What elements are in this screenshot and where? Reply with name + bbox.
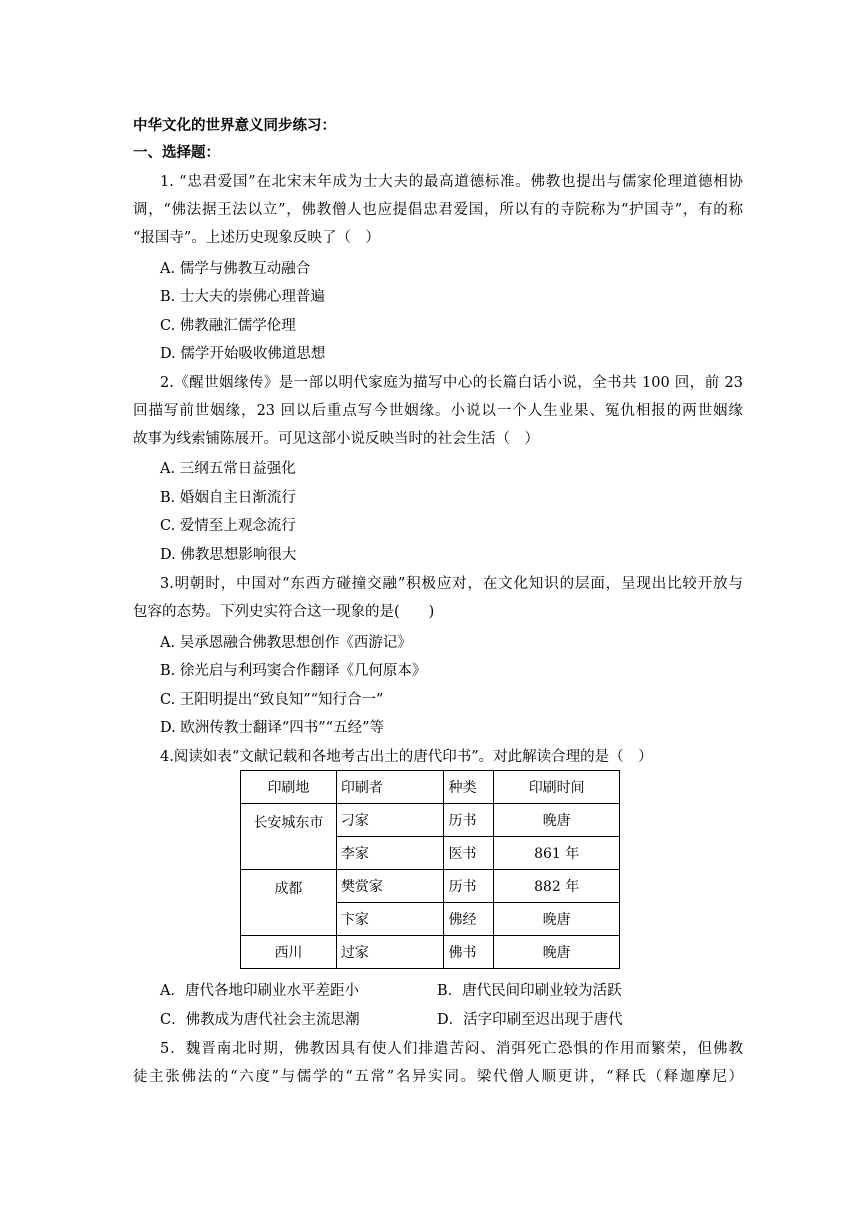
table-cell-printer: 过家: [336, 936, 444, 969]
table-cell-printer: 樊赏家: [336, 870, 444, 903]
table-cell-type: 历书: [444, 804, 494, 837]
q1-stem-line: 调，“佛法据王法以立”，佛教僧人也应提倡忠君爱国，所以有的寺院称为“护国寺”，有的称: [133, 202, 743, 218]
table-header-cell: 种类: [444, 771, 494, 804]
q3-stem-line: 包容的态势。下列史实符合这一现象的是( ): [133, 604, 435, 620]
q3-option-c[interactable]: C. 王阳明提出“致良知”“知行合一”: [160, 692, 384, 708]
q1-option-d[interactable]: D. 儒学开始吸收佛道思想: [160, 346, 326, 362]
table-row: [241, 870, 620, 903]
table-cell-time: 882 年: [494, 870, 620, 903]
section-heading: 一、选择题：: [133, 144, 220, 161]
q3-option-d[interactable]: D. 欧洲传教士翻译“四书”“五经”等: [160, 720, 384, 736]
q4-option-d[interactable]: D．活字印刷至迟出现于唐代: [437, 1012, 623, 1028]
q4-option-a[interactable]: A．唐代各地印刷业水平差距小: [160, 983, 359, 999]
table-cell-type: 历书: [444, 870, 494, 903]
document-title: 中华文化的世界意义同步练习：: [133, 117, 336, 134]
q2-option-d[interactable]: D. 佛教思想影响很大: [160, 547, 297, 563]
table-cell-printer: 卞家: [336, 903, 444, 936]
q2-option-a[interactable]: A. 三纲五常日益强化: [160, 461, 296, 477]
table-cell-time: 晚唐: [494, 903, 620, 936]
table-header-cell: 印刷时间: [494, 771, 620, 804]
q3-option-a[interactable]: A. 吴承恩融合佛教思想创作《西游记》: [160, 635, 412, 651]
q4-option-c[interactable]: C．佛教成为唐代社会主流思潮: [160, 1012, 360, 1028]
table-cell-time: 晚唐: [494, 804, 620, 837]
q5-stem-line: 徒主张佛法的“六度”与儒学的“五常”名异实同。梁代僧人顺更讲，“释氏（释迦摩尼）: [133, 1069, 743, 1085]
q2-option-b[interactable]: B. 婚姻自主日渐流行: [160, 490, 296, 506]
q2-option-c[interactable]: C. 爱情至上观念流行: [160, 518, 296, 534]
q1-option-b[interactable]: B. 士大夫的崇佛心理普遍: [160, 289, 325, 305]
q4-option-b[interactable]: B．唐代民间印刷业较为活跃: [437, 983, 622, 999]
tang-prints-table: [240, 770, 620, 969]
q3-stem-line: 3.明朝时，中国对“东西方碰撞交融”积极应对，在文化知识的层面，呈现出比较开放与: [160, 576, 743, 592]
table-cell-place: 长安城东市: [241, 804, 337, 870]
q1-option-c[interactable]: C. 佛教融汇儒学伦理: [160, 318, 296, 334]
table-row: [241, 936, 620, 969]
table-cell-type: 医书: [444, 837, 494, 870]
q1-option-a[interactable]: A. 儒学与佛教互动融合: [160, 261, 311, 277]
table-cell-place: 西川: [241, 936, 337, 969]
table-cell-printer: 李家: [336, 837, 444, 870]
q2-stem-line: 回描写前世姻缘，23 回以后重点写今世姻缘。小说以一个人生业果、冤仇相报的两世姻缘: [133, 403, 743, 419]
q4-stem-line: 4.阅读如表“文献记载和各地考古出土的唐代印书”。对此解读合理的是（ ）: [160, 749, 653, 765]
q1-stem-line: “报国寺”。上述历史现象反映了（ ）: [133, 230, 380, 246]
q3-option-b[interactable]: B. 徐光启与利玛窦合作翻译《几何原本》: [160, 663, 427, 679]
table-header-cell: 印刷者: [336, 771, 444, 804]
q1-stem-line: 1. “忠君爱国”在北宋末年成为士大夫的最高道德标准。佛教也提出与儒家伦理道德相协: [160, 174, 743, 190]
q2-stem-line: 故事为线索铺陈展开。可见这部小说反映当时的社会生活（ ）: [133, 431, 539, 447]
table-cell-time: 861 年: [494, 837, 620, 870]
table-row: [241, 804, 620, 837]
table-cell-printer: 刁家: [336, 804, 444, 837]
table-header-row: [241, 771, 620, 804]
table-cell-place: 成都: [241, 870, 337, 936]
table-cell-time: 晚唐: [494, 936, 620, 969]
table-header-cell: 印刷地: [241, 771, 337, 804]
q2-stem-line: 2.《醒世姻缘传》是一部以明代家庭为描写中心的长篇白话小说，全书共 100 回，前 23: [160, 375, 743, 391]
q5-stem-line: 5．魏晋南北时期，佛教因具有使人们排遣苦闷、消弭死亡恐惧的作用而繁荣，但佛教: [160, 1041, 743, 1057]
table-cell-type: 佛书: [444, 936, 494, 969]
table-cell-type: 佛经: [444, 903, 494, 936]
